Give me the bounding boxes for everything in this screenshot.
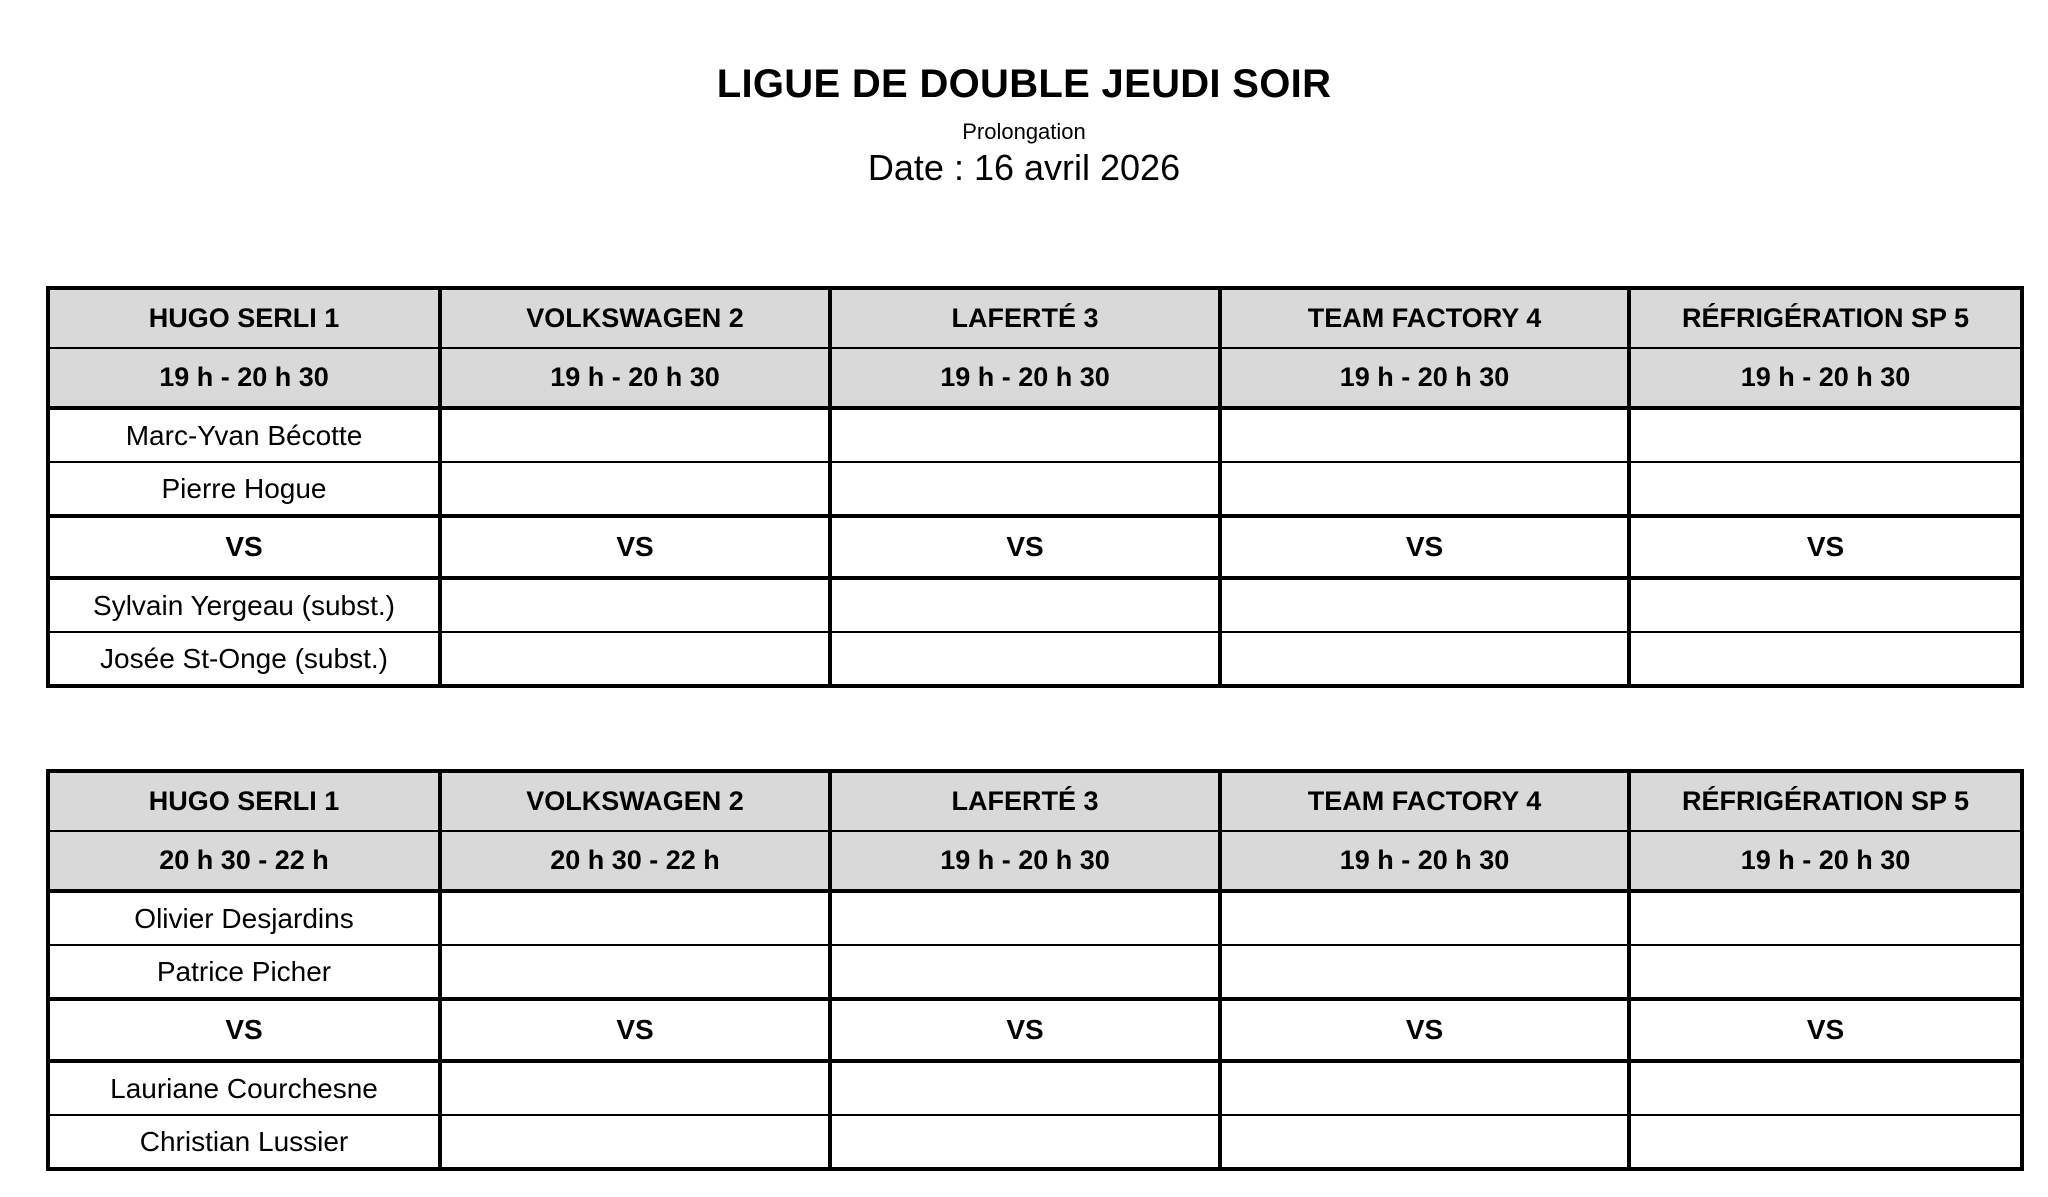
player-cell (1220, 462, 1629, 516)
player-cell (830, 632, 1220, 686)
player-cell: Patrice Picher (48, 945, 440, 999)
vs-label: VS (1220, 516, 1629, 578)
team-header: RÉFRIGÉRATION SP 5 (1629, 288, 2022, 348)
schedule-table-2 (46, 769, 2024, 1171)
player-cell (1220, 408, 1629, 462)
player-row (48, 578, 2022, 632)
vs-label: VS (440, 999, 830, 1061)
vs-label: VS (48, 999, 440, 1061)
player-cell: Christian Lussier (48, 1115, 440, 1169)
player-row (48, 1061, 2022, 1115)
time-slot: 19 h - 20 h 30 (440, 348, 830, 408)
player-cell (830, 462, 1220, 516)
vs-label: VS (1629, 516, 2022, 578)
player-cell: Lauriane Courchesne (48, 1061, 440, 1115)
time-slot: 19 h - 20 h 30 (48, 348, 440, 408)
player-cell (1220, 632, 1629, 686)
time-slot: 19 h - 20 h 30 (1220, 348, 1629, 408)
player-cell: Marc-Yvan Bécotte (48, 408, 440, 462)
player-cell (830, 1115, 1220, 1169)
vs-row (48, 999, 2022, 1061)
time-slot: 19 h - 20 h 30 (830, 348, 1220, 408)
player-row (48, 408, 2022, 462)
player-cell (830, 578, 1220, 632)
player-cell (1220, 891, 1629, 945)
player-cell: Josée St-Onge (subst.) (48, 632, 440, 686)
player-row (48, 462, 2022, 516)
page-date: Date : 16 avril 2026 (867, 147, 1181, 188)
player-cell (830, 408, 1220, 462)
player-cell (1629, 1061, 2022, 1115)
time-slot: 19 h - 20 h 30 (830, 831, 1220, 891)
player-cell (440, 578, 830, 632)
team-header: TEAM FACTORY 4 (1220, 771, 1629, 831)
time-row (48, 831, 2022, 891)
player-cell (440, 462, 830, 516)
team-header: HUGO SERLI 1 (48, 288, 440, 348)
player-row (48, 632, 2022, 686)
player-cell: Sylvain Yergeau (subst.) (48, 578, 440, 632)
player-cell: Olivier Desjardins (48, 891, 440, 945)
player-cell (830, 891, 1220, 945)
vs-label: VS (48, 516, 440, 578)
player-cell (440, 632, 830, 686)
team-header: LAFERTÉ 3 (830, 771, 1220, 831)
vs-label: VS (830, 516, 1220, 578)
team-row (48, 288, 2022, 348)
time-slot: 20 h 30 - 22 h (48, 831, 440, 891)
team-header: VOLKSWAGEN 2 (440, 771, 830, 831)
player-cell: Pierre Hogue (48, 462, 440, 516)
page-title: LIGUE DE DOUBLE JEUDI SOIR (716, 62, 1332, 106)
time-slot: 20 h 30 - 22 h (440, 831, 830, 891)
player-cell (830, 945, 1220, 999)
player-cell (1629, 462, 2022, 516)
player-cell (1220, 1061, 1629, 1115)
player-cell (440, 1061, 830, 1115)
player-cell (440, 891, 830, 945)
vs-label: VS (1220, 999, 1629, 1061)
time-row (48, 348, 2022, 408)
player-cell (1629, 945, 2022, 999)
player-cell (1629, 408, 2022, 462)
vs-row (48, 516, 2022, 578)
vs-label: VS (440, 516, 830, 578)
schedule-table-1 (46, 286, 2024, 688)
time-slot: 19 h - 20 h 30 (1220, 831, 1629, 891)
player-row (48, 1115, 2022, 1169)
player-cell (830, 1061, 1220, 1115)
player-cell (1220, 1115, 1629, 1169)
team-header: TEAM FACTORY 4 (1220, 288, 1629, 348)
vs-label: VS (1629, 999, 2022, 1061)
team-header: LAFERTÉ 3 (830, 288, 1220, 348)
player-cell (1629, 891, 2022, 945)
player-cell (1220, 578, 1629, 632)
player-row (48, 891, 2022, 945)
vs-label: VS (830, 999, 1220, 1061)
player-cell (1220, 945, 1629, 999)
player-row (48, 945, 2022, 999)
time-slot: 19 h - 20 h 30 (1629, 831, 2022, 891)
player-cell (1629, 1115, 2022, 1169)
player-cell (440, 1115, 830, 1169)
team-header: RÉFRIGÉRATION SP 5 (1629, 771, 2022, 831)
time-slot: 19 h - 20 h 30 (1629, 348, 2022, 408)
page-subtitle: Prolongation (962, 119, 1086, 144)
team-row (48, 771, 2022, 831)
player-cell (1629, 632, 2022, 686)
team-header: HUGO SERLI 1 (48, 771, 440, 831)
player-cell (440, 945, 830, 999)
team-header: VOLKSWAGEN 2 (440, 288, 830, 348)
player-cell (440, 408, 830, 462)
player-cell (1629, 578, 2022, 632)
